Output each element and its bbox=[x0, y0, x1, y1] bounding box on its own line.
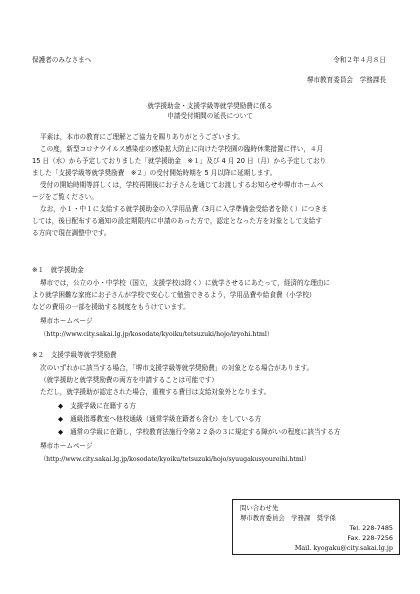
section-1-heading: ※１ 就学援助金 bbox=[32, 266, 84, 274]
paragraph-4-line-2: しては，後日配布する通知の設定期限内に申請のあった方で，認定となった方を対象として支給す bbox=[32, 217, 322, 225]
section-2-line-1: 次のいずれかに該当する場合，「堺市支援学級等就学奨励費」の対象となる場合があります。 bbox=[40, 364, 314, 372]
sender: 堺市教育委員会 学務課長 bbox=[306, 76, 386, 84]
list-item-text: 通級指導教室へ他校通級（通常学級在籍者も含む）をしている方 bbox=[70, 415, 262, 423]
paragraph-4-line-3: る方向で現在調整中です。 bbox=[32, 229, 111, 237]
section-2-heading: ※２ 支援学級等就学奨励費 bbox=[32, 351, 117, 359]
contact-box bbox=[232, 499, 400, 555]
section-2-line-3: ただし，就学援助が認定された場合，重複する費目は支給対象外となります。 bbox=[40, 388, 271, 396]
diamond-bullet-icon: ◆ bbox=[58, 402, 64, 410]
contact-tel: Tel. 228-7485 bbox=[349, 524, 393, 532]
contact-title: 問い合わせ先 bbox=[240, 504, 279, 512]
list-item bbox=[58, 402, 136, 411]
paragraph-3-line-1: 受付の開始時期等詳しくは，学校再開後にお子さんを通じてお渡しするお知らせや堺市ホームペ bbox=[40, 181, 324, 189]
issue-date: 令和２年４月８日 bbox=[333, 56, 386, 64]
section-2-homepage-label: 堺市ホームページ bbox=[40, 442, 93, 450]
paragraph-4-line-1: なお，小１・中１に支給する就学援助金の入学用品費（3月に入学準備金受給者を除く）につきま bbox=[40, 205, 328, 213]
diamond-bullet-icon: ◆ bbox=[58, 415, 64, 423]
paragraph-2-line-3: ました「支援学級等就学奨励費 ※２」の受付開始時期を 5 月以降に延期します。 bbox=[32, 169, 277, 177]
list-item bbox=[58, 428, 340, 437]
section-1-url-link[interactable]: （http://www.city.sakai.lg.jp/kosodate/kyoiku/tetsuzuki/hojo/iryohi.html） bbox=[40, 331, 274, 338]
contact-fax: Fax. 228-7256 bbox=[347, 534, 393, 542]
list-item-text: 通常の学級に在籍し，学校教育法施行令第２２条の３に規定する障がいの程度に該当する方 bbox=[70, 428, 341, 436]
title-line-1: 就学援助金・支援学級等就学奨励費に係る bbox=[147, 102, 273, 110]
contact-department: 堺市教育委員会 学務課 奨学係 bbox=[240, 514, 336, 522]
section-1-line-1: 堺市では，公立の小・中学校（国立，支援学校は除く）に就学させるにあたって，経済的な理由に bbox=[40, 279, 330, 287]
contact-mail-link[interactable]: Mail. kyogaku@city.sakai.lg.jp bbox=[294, 544, 393, 552]
section-1-line-3: などの費用の一部を援助する制度をもうけています。 bbox=[32, 303, 190, 311]
paragraph-2-line-2: 15 日（水）から予定しておりました「就学援助金 ※１」及び 4 月 20 日（月）から予定しており bbox=[32, 157, 327, 165]
list-item bbox=[58, 415, 261, 424]
paragraph-3-line-2: ージをご覧ください。 bbox=[32, 193, 98, 201]
diamond-bullet-icon: ◆ bbox=[58, 428, 64, 436]
list-item-text: 支援学級に在籍する方 bbox=[70, 402, 136, 410]
section-2-url-link[interactable]: （http://www.city.sakai.lg.jp/kosodate/kyoiku/tetsuzuki/hojo/syuugakusyoureihi.html） bbox=[40, 456, 310, 463]
section-1-line-2: より就学困難な家庭にお子さんが学校で安心して勉強できるよう，学用品費や給食費（小学校） bbox=[32, 291, 316, 299]
title-line-2: 申請受付期間の延長について bbox=[167, 112, 253, 120]
section-1-homepage-label: 堺市ホームページ bbox=[40, 317, 93, 325]
paragraph-2-line-1: この度，新型コロナウイルス感染症の感染拡大防止に向けた学校園の臨時休業措置に伴い，４月 bbox=[40, 145, 324, 153]
recipient: 保護者のみなさまへ bbox=[32, 56, 92, 64]
section-2-line-2: （就学援助と就学奨励費の両方を申請することは可能です） bbox=[40, 376, 219, 384]
paragraph-greeting: 平素は，本市の教育にご理解とご協力を賜りありがとうございます。 bbox=[40, 133, 244, 141]
